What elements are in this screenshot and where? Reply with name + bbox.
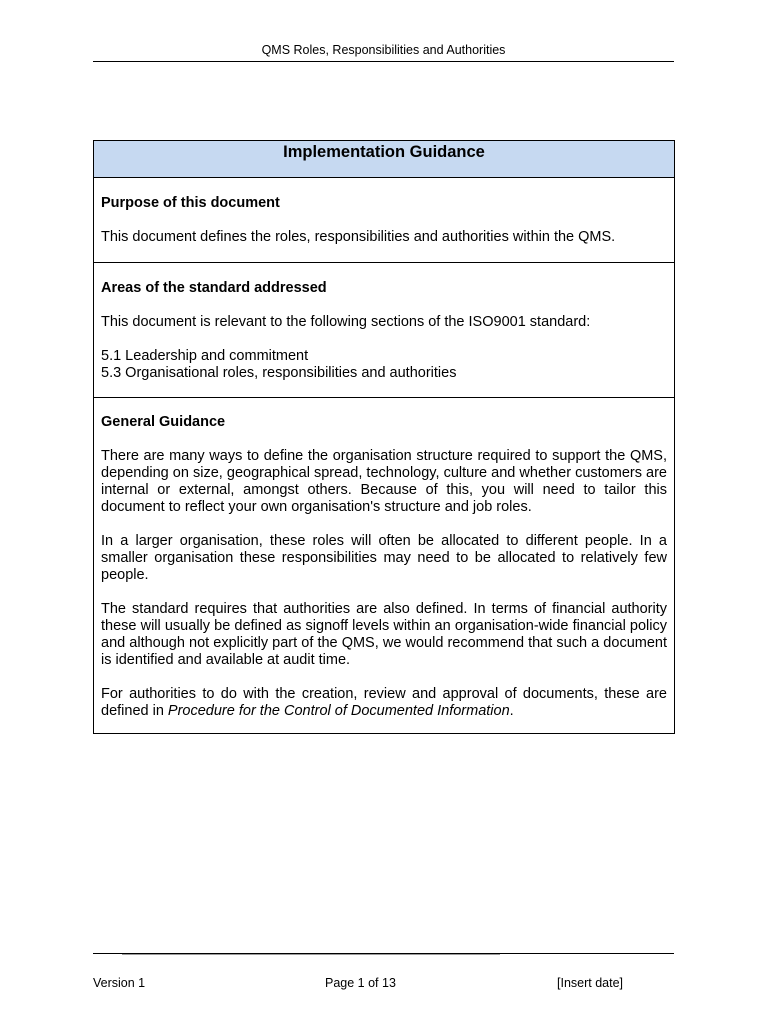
footer-rule-shade [122, 954, 500, 955]
areas-heading: Areas of the standard addressed [101, 280, 327, 296]
areas-section [94, 263, 674, 398]
standard-clause-item: 5.1 Leadership and commitment [101, 348, 309, 364]
purpose-text: This document defines the roles, responsibilities and authorities within the QMS. [101, 229, 616, 245]
guidance-paragraph-authorities [101, 686, 667, 720]
procedure-reference: Procedure for the Control of Documented Information [167, 703, 510, 719]
general-heading: General Guidance [101, 414, 226, 430]
guidance-paragraph: The standard requires that authorities are also defined. In terms of financial authority these will usually be defined as signoff levels within an organisation-wide financial policy and although not explicitly part of the QMS, we would recommend that such a document is identified and available at audit time. [101, 601, 667, 668]
purpose-heading: Purpose of this document [101, 195, 280, 211]
purpose-section [94, 178, 674, 263]
guidance-paragraph: In a larger organisation, these roles will often be allocated to different people. In a smaller organisation these responsibilities may need to be allocated to relatively few people. [101, 533, 667, 583]
authorities-text-end: . [509, 703, 514, 719]
page-header: QMS Roles, Responsibilities and Authorities [261, 43, 506, 57]
header-rule [93, 61, 674, 62]
footer-version: Version 1 [93, 976, 146, 990]
guidance-paragraph: There are many ways to define the organisation structure required to support the QMS, depending on size, geographical spread, technology, culture and whether customers are internal or external, amongst others. Because of this, you will need to tailor this document to reflect your own organisation's structure and job roles. [101, 448, 667, 515]
footer-page-number: Page 1 of 13 [325, 976, 396, 990]
areas-intro: This document is relevant to the following sections of the ISO9001 standard: [101, 314, 591, 330]
authorities-text: For authorities to do with the creation, review and approval of documents, these are defined in [101, 686, 667, 719]
footer-date: [Insert date] [557, 976, 624, 990]
implementation-guidance-box [93, 140, 675, 734]
standard-clause-item: 5.3 Organisational roles, responsibilities and authorities [101, 365, 457, 381]
guidance-title: Implementation Guidance [94, 141, 674, 178]
general-guidance-section [94, 398, 674, 733]
